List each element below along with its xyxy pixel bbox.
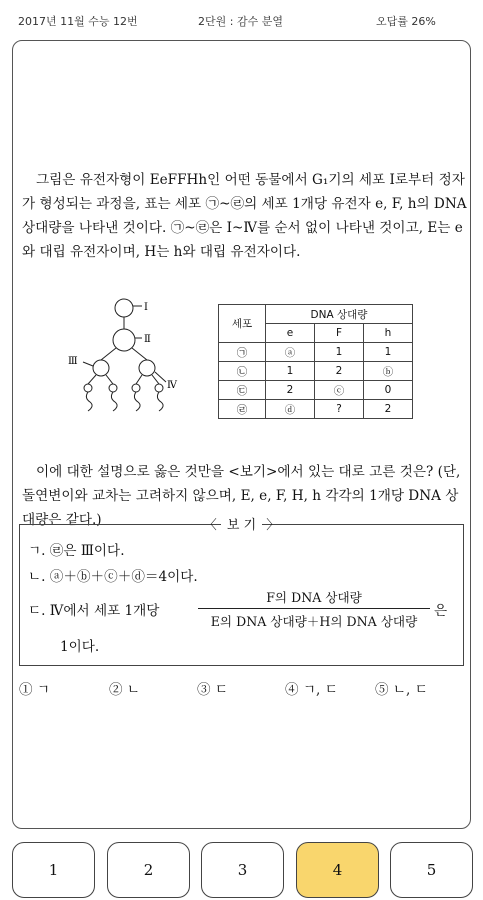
bogi-box (19, 518, 464, 666)
answer-button-bar (0, 840, 483, 900)
label-3: Ⅲ (68, 356, 78, 367)
fraction-numerator: F의 DNA 상대량 (198, 587, 430, 609)
cell-name: ㉡ (219, 362, 266, 381)
cell-value: 1 (315, 343, 364, 362)
cell-value: ? (315, 400, 364, 419)
unit-label: 2단원 : 감수 분열 (198, 15, 283, 28)
cell-value: ⓐ (266, 343, 315, 362)
table-row (219, 400, 413, 419)
answer-button-3[interactable]: 3 (201, 842, 284, 898)
cell-value: 2 (315, 362, 364, 381)
cell-value: 1 (364, 343, 413, 362)
fraction-denominator: E의 DNA 상대량＋H의 DNA 상대량 (210, 614, 418, 629)
label-2: Ⅱ (144, 334, 151, 345)
bogi-item-c-suffix: 은 (434, 603, 448, 619)
choice-3: ③ ㄷ (197, 682, 229, 698)
dna-table (218, 304, 413, 419)
col-h: h (364, 324, 413, 343)
bogi-item-b: ㄴ. ⓐ＋ⓑ＋ⓒ＋ⓓ＝4이다. (28, 569, 198, 585)
bogi-item-c-end: 1이다. (60, 639, 100, 655)
bogi-item-a: ㄱ. ㉣은 Ⅲ이다. (28, 543, 125, 559)
choice-2: ② ㄴ (109, 682, 141, 698)
cell-name: ㉠ (219, 343, 266, 362)
question-paragraph: 그림은 유전자형이 EeFFHh인 어떤 동물에서 G₁기의 세포 Ⅰ로부터 정자가 형성되는 과정을, 표는 세포 ㉠~㉣의 세포 1개당 유전자 e, F, h의 DNA 상대량을 나타낸 것이다. ㉠~㉣은 Ⅰ~Ⅳ를 순서 없이 나타낸 것이고, E는 e와 대립 유전자이며, H는 h와 대립 유전자이다. (22, 172, 467, 260)
cell-value: 1 (266, 362, 315, 381)
cell-name: ㉢ (219, 381, 266, 400)
cell-value: ⓒ (315, 381, 364, 400)
meiosis-diagram (66, 296, 196, 416)
header-bar (0, 0, 483, 40)
table-row (219, 343, 413, 362)
cell-3 (93, 360, 109, 376)
answer-button-5[interactable]: 5 (390, 842, 473, 898)
choice-4: ④ ㄱ, ㄷ (285, 682, 338, 698)
question-prompt: 이에 대한 설명으로 옳은 것만을 <보기>에서 있는 대로 고른 것은? (단, 돌연변이와 교차는 고려하지 않으며, E, e, F, H, h 각각의 1개당 DNA 상대량은 같다.) (22, 464, 461, 528)
error-rate-label: 오답률 26% (376, 15, 436, 28)
cell-value: 0 (364, 381, 413, 400)
table-row (219, 381, 413, 400)
question-card (12, 40, 471, 829)
col-e: e (266, 324, 315, 343)
choice-5: ⑤ ㄴ, ㄷ (375, 682, 428, 698)
cell-2 (113, 329, 135, 351)
label-4: Ⅳ (167, 380, 177, 391)
bogi-fraction (198, 587, 430, 630)
cell-name: ㉣ (219, 400, 266, 419)
source-label: 2017년 11월 수능 12번 (18, 15, 138, 28)
cell-1 (115, 299, 133, 317)
cell-value: ⓓ (266, 400, 315, 419)
bogi-title: 보 기 (221, 518, 262, 533)
cell-value: ⓑ (364, 362, 413, 381)
table-row-header: 세포 (219, 305, 266, 343)
table-row (219, 362, 413, 381)
bogi-item-c-prefix: ㄷ. Ⅳ에서 세포 1개당 (28, 603, 160, 619)
col-f: F (315, 324, 364, 343)
answer-button-4[interactable]: 4 (296, 842, 379, 898)
choice-1: ① ㄱ (19, 682, 51, 698)
cell-value: 2 (364, 400, 413, 419)
table-group-header: DNA 상대량 (266, 305, 413, 324)
answer-button-1[interactable]: 1 (12, 842, 95, 898)
cell-3b (139, 360, 155, 376)
cell-value: 2 (266, 381, 315, 400)
bogi-title-wrap: 〈 보 기 〉 (203, 518, 280, 533)
label-1: Ⅰ (144, 302, 148, 313)
answer-button-2[interactable]: 2 (107, 842, 190, 898)
